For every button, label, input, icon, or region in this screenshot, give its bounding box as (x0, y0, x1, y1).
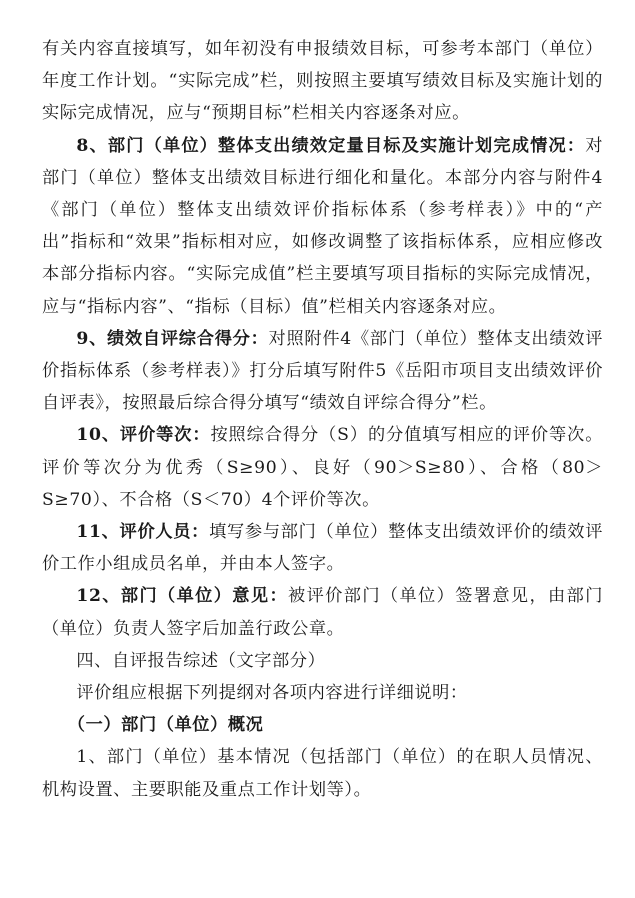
item-11-text: 填写参与部门（单位）整体支出绩效评价的绩效评价工作小组成员名单，并由本人签字。 (42, 522, 603, 575)
section-heading: 四、自评报告综述（文字部分） (76, 650, 326, 671)
item-10-lead: 10、评价等次： (76, 425, 211, 446)
item-11-lead: 11、评价人员： (76, 522, 210, 543)
intro-text: 评价组应根据下列提纲对各项内容进行详细说明： (76, 683, 468, 704)
paragraph-item-11 (42, 516, 603, 580)
paragraph-item-9 (42, 323, 603, 420)
item-1-text: 1、部门（单位）基本情况（包括部门（单位）的在职人员情况、机构设置、主要职能及重点工作计划等）。 (42, 747, 603, 800)
item-10-text: 按照综合得分（S）的分值填写相应的评价等次。评价等次分为优秀（S≥90）、良好（90＞S≥80）、合格（80＞S≥70）、不合格（S＜70）4个评价等次。 (42, 425, 603, 510)
item-12-text: 被评价部门（单位）签署意见，由部门（单位）负责人签字后加盖行政公章。 (42, 586, 603, 639)
paragraph-item-12 (42, 580, 603, 644)
item-8-text: 对部门（单位）整体支出绩效目标进行细化和量化。本部分内容与附件4《部门（单位）整体支出绩效评价指标体系（参考样表）》中的“产出”指标和“效果”指标相对应，如修改调整了该指标体系，应相应修改本部分指标内容。“实际完成值”栏主要填写项目指标的实际完成情况，应与“指标内容”、“指标（目标）值”栏相关内容逐条对应。 (42, 135, 603, 317)
paragraph-item-8 (42, 130, 603, 323)
item-9-text: 对照附件4《部门（单位）整体支出绩效评价指标体系（参考样表）》打分后填写附件5《岳阳市项目支出绩效评价自评表》，按照最后综合得分填写“绩效自评综合得分”栏。 (42, 328, 603, 414)
item-8-lead: 8、部门（单位）整体支出绩效定量目标及实施计划完成情况： (76, 135, 586, 156)
sub-heading: （一）部门（单位）概况 (67, 715, 264, 736)
paragraph-item-10 (42, 419, 603, 516)
item-12-lead: 12、部门（单位）意见： (76, 586, 289, 607)
paragraph-text: 有关内容直接填写，如年初没有申报绩效目标，可参考本部门（单位）年度工作计划。“实际完成”栏，则按照主要填写绩效目标及实施计划的实际完成情况，应与“预期目标”栏相关内容逐条对应。 (42, 39, 603, 124)
item-9-lead: 9、绩效自评综合得分： (76, 328, 269, 349)
paragraph-continuation (42, 33, 603, 130)
